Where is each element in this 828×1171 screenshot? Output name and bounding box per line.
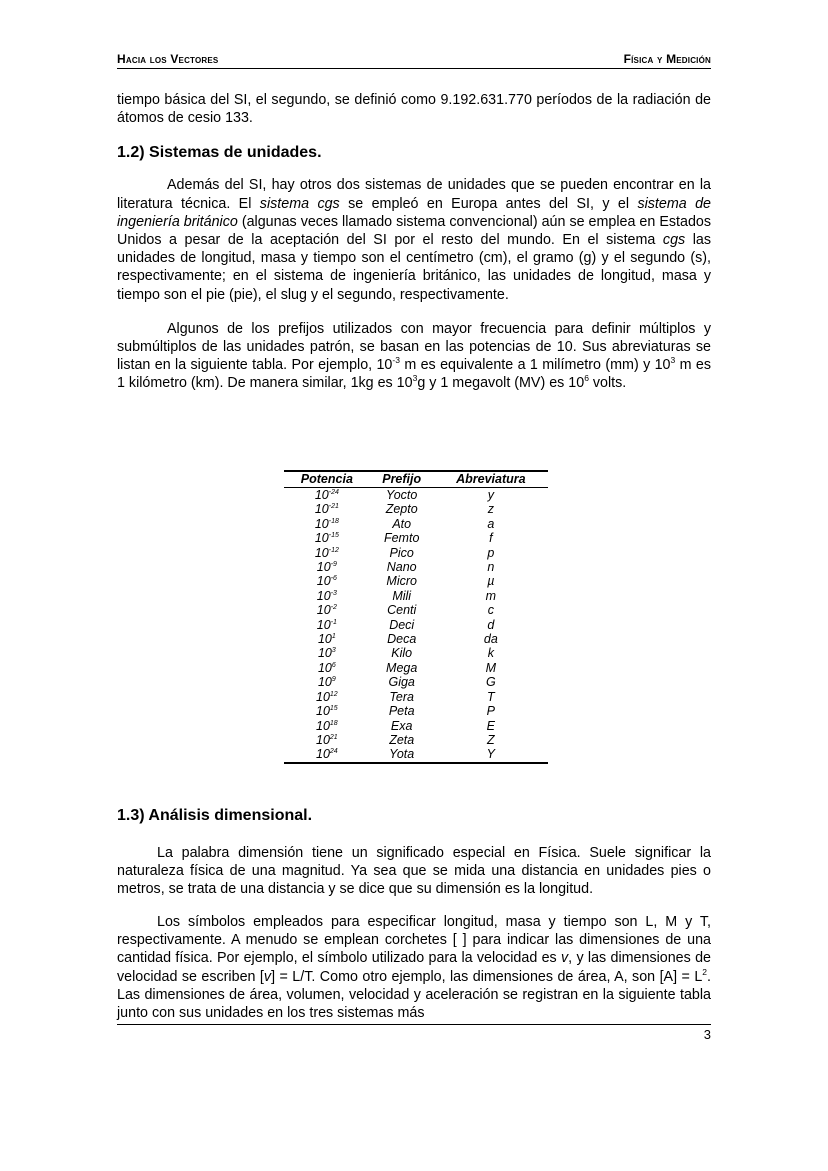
table-row xyxy=(284,517,548,531)
table-row xyxy=(284,531,548,545)
power-cell: $10^{-12}$ xyxy=(314,545,339,560)
abbreviation-cell: y xyxy=(487,488,494,502)
table-row xyxy=(284,560,548,574)
dimension-paragraph: La palabra dimensión tiene un significado especial en Física. Suele significar la naturaleza física de una magnitud. Ya sea que se mida una distancia en unidades pies o metros, se trata de una distancia y se dice que su dimensión es la longitud. xyxy=(117,845,711,898)
prefix-cell: Ato xyxy=(392,516,412,531)
header-right: Física y Medición xyxy=(623,52,711,66)
abbreviation-cell: M xyxy=(485,660,497,675)
abbreviation-cell: a xyxy=(487,516,495,531)
power-cell: $10^{-3}$ xyxy=(316,588,337,603)
prefix-cell: Micro xyxy=(386,574,417,589)
power-cell: $10^{-6}$ xyxy=(316,574,337,589)
intro-paragraph: tiempo básica del SI, el segundo, se definió como 9.192.631.770 períodos de la radiación de átomos de cesio 133. xyxy=(117,92,711,127)
power-cell: $10^{-24}$ xyxy=(314,488,339,502)
power-cell: $10^{15}$ xyxy=(316,704,338,719)
abbreviation-cell: f xyxy=(489,531,493,546)
prefix-cell: Pico xyxy=(389,545,414,560)
abbreviation-cell: p xyxy=(487,545,495,560)
abbreviation-cell: n xyxy=(487,560,495,575)
power-cell: $10^{-21}$ xyxy=(314,502,339,517)
abbreviation-cell: Y xyxy=(434,747,548,762)
table-row xyxy=(284,719,548,733)
power-cell: $10^{12}$ xyxy=(316,689,338,704)
prefix-cell: Yota xyxy=(370,747,434,762)
column-header: Abreviatura xyxy=(434,471,548,488)
table-row xyxy=(284,646,548,660)
table-row xyxy=(284,690,548,704)
abbreviation-cell: E xyxy=(486,718,496,733)
abbreviation-cell: c xyxy=(487,603,494,618)
abbreviation-cell: m xyxy=(485,588,497,603)
table-row xyxy=(284,675,548,689)
abbreviation-cell: z xyxy=(487,502,494,517)
prefix-cell: Exa xyxy=(390,718,413,733)
prefix-cell: Femto xyxy=(383,531,420,546)
power-cell: $10^{21}$ xyxy=(316,732,338,747)
units-paragraph: Además del SI, hay otros dos sistemas de unidades que se pueden encontrar en la literatura técnica. El sistema cgs se empleó en Europa antes del SI, y el sistema de ingeniería británico (algunas veces llamado sistema convencional) aún se emplea en Estados Unidos a pesar de la aceptación del SI por el resto del mundo. En el sistema cgs las unidades de longitud, masa y tiempo son el centímetro (cm), el gramo (g) y el segundo (s), respectivamente; en el sistema de ingeniería británico, las unidades de longitud, masa y tiempo son el pie (pie), el slug y el segundo, respectivamente. xyxy=(117,177,712,303)
prefix-cell: Peta xyxy=(388,704,415,719)
table-row xyxy=(284,632,548,646)
table-row xyxy=(284,618,548,632)
power-cell: $10^6$ xyxy=(317,660,336,675)
prefix-cell: Nano xyxy=(386,560,417,575)
prefix-cell: Deci xyxy=(389,617,415,632)
header-left: Hacia los Vectores xyxy=(117,52,219,66)
prefix-cell: Mili xyxy=(392,588,412,603)
table-header-row xyxy=(284,471,548,488)
column-header: Potencia xyxy=(284,471,370,488)
power-cell: $10^3$ xyxy=(317,646,336,661)
table-row xyxy=(284,747,548,762)
prefix-cell: Centi xyxy=(387,603,417,618)
prefix-cell: Mega xyxy=(386,660,418,675)
table-row xyxy=(284,502,548,516)
prefix-cell: Tera xyxy=(389,689,414,704)
abbreviation-cell: µ xyxy=(487,574,495,589)
table-row xyxy=(284,488,548,503)
power-cell: $10^1$ xyxy=(317,632,336,647)
prefix-cell: Giga xyxy=(388,675,415,690)
footer-rule xyxy=(117,1024,711,1025)
page-body xyxy=(117,52,712,1022)
abbreviation-cell: da xyxy=(483,632,498,647)
table-row xyxy=(284,661,548,675)
abbreviation-cell: P xyxy=(486,704,496,719)
power-cell: $10^{-15}$ xyxy=(314,531,339,546)
power-cell: $10^{18}$ xyxy=(316,718,338,733)
table-row xyxy=(284,589,548,603)
abbreviation-cell: T xyxy=(487,689,495,704)
prefix-cell: Deca xyxy=(387,632,417,647)
running-header xyxy=(117,52,711,69)
abbreviation-cell: k xyxy=(487,646,494,661)
power-cell: $10^{-2}$ xyxy=(316,603,337,618)
power-cell: $10^{-1}$ xyxy=(316,617,337,632)
abbreviation-cell: d xyxy=(487,617,495,632)
abbreviation-cell: G xyxy=(485,675,496,690)
section-heading-dimensional: 1.3) Análisis dimensional. xyxy=(117,807,313,824)
power-cell: $10^{-9}$ xyxy=(316,560,337,575)
prefix-cell: Zeta xyxy=(389,732,415,747)
prefixes-paragraph: Algunos de los prefijos utilizados con mayor frecuencia para definir múltiplos y submúltiplos de las unidades patrón, se basan en las potencias de 10. Sus abreviaturas se listan en la siguiente tabla. Por ejemplo, $10^{-3}$ m es equivalente a 1 milímetro (mm) y $10^3$ m es 1 kilómetro (km). De manera similar, 1kg es $10^3g$ y 1 megavolt (MV) es $10^6$ volts. xyxy=(117,320,711,392)
prefix-cell: Zepto xyxy=(385,502,418,517)
column-header: Prefijo xyxy=(370,471,434,488)
table-row xyxy=(284,546,548,560)
prefix-table xyxy=(284,470,548,764)
symbols-paragraph: Los símbolos empleados para especificar longitud, masa y tiempo son L, M y T, respectivamente. A menudo se emplean corchetes [ ] para indicar las dimensiones de una cantidad física. Por ejemplo, el símbolo utilizado para la velocidad es v, y las dimensiones de velocidad se escriben [v] = L/T. Como otro ejemplo, las dimensiones de área, A, son $[A] = L^2$. Las dimensiones de área, volumen, velocidad y aceleración se registran en la siguiente tabla junto con sus unidades en los tres sistemas más xyxy=(117,914,711,1022)
prefix-table-container xyxy=(284,470,548,764)
table-row xyxy=(284,574,548,588)
power-cell: $10^9$ xyxy=(317,675,336,690)
power-cell: $10^{24}$ xyxy=(284,747,370,762)
abbreviation-cell: Z xyxy=(487,732,495,747)
power-cell: $10^{-18}$ xyxy=(314,516,339,531)
page-number: 3 xyxy=(703,1027,711,1042)
table-row xyxy=(284,704,548,718)
table-row xyxy=(284,733,548,747)
prefix-cell: Kilo xyxy=(391,646,413,661)
table-row xyxy=(284,603,548,617)
prefix-cell: Yocto xyxy=(386,488,418,502)
section-heading-units: 1.2) Sistemas de unidades. xyxy=(117,144,322,162)
